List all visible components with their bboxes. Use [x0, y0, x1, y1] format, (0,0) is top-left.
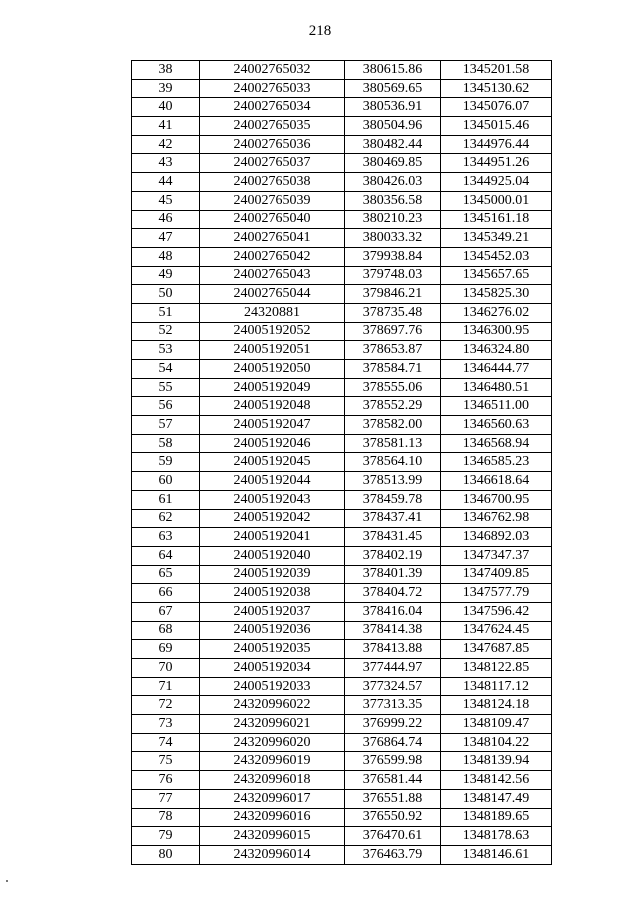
x-coordinate-cell: 376599.98	[345, 752, 441, 771]
point-number-cell: 50	[132, 285, 200, 304]
cadastral-id-cell: 24320996016	[200, 808, 345, 827]
y-coordinate-cell: 1346324.80	[441, 341, 552, 360]
x-coordinate-cell: 376551.88	[345, 789, 441, 808]
x-coordinate-cell: 380356.58	[345, 191, 441, 210]
x-coordinate-cell: 380426.03	[345, 173, 441, 192]
x-coordinate-cell: 378584.71	[345, 360, 441, 379]
y-coordinate-cell: 1345201.58	[441, 61, 552, 80]
x-coordinate-cell: 379846.21	[345, 285, 441, 304]
cadastral-id-cell: 24005192042	[200, 509, 345, 528]
y-coordinate-cell: 1345076.07	[441, 98, 552, 117]
point-number-cell: 77	[132, 789, 200, 808]
table-row	[132, 360, 552, 379]
y-coordinate-cell: 1345452.03	[441, 247, 552, 266]
x-coordinate-cell: 376470.61	[345, 827, 441, 846]
x-coordinate-cell: 380210.23	[345, 210, 441, 229]
table-row	[132, 434, 552, 453]
x-coordinate-cell: 376550.92	[345, 808, 441, 827]
x-coordinate-cell: 380482.44	[345, 135, 441, 154]
table-row	[132, 584, 552, 603]
cadastral-id-cell: 24005192048	[200, 397, 345, 416]
cadastral-id-cell: 24005192034	[200, 659, 345, 678]
cadastral-id-cell: 24002765038	[200, 173, 345, 192]
x-coordinate-cell: 378431.45	[345, 528, 441, 547]
point-number-cell: 39	[132, 79, 200, 98]
y-coordinate-cell: 1346560.63	[441, 416, 552, 435]
cadastral-id-cell: 24002765033	[200, 79, 345, 98]
table-row	[132, 771, 552, 790]
table-row	[132, 715, 552, 734]
y-coordinate-cell: 1346568.94	[441, 434, 552, 453]
cadastral-id-cell: 24320996020	[200, 733, 345, 752]
y-coordinate-cell: 1347687.85	[441, 640, 552, 659]
table-row	[132, 696, 552, 715]
page-number: 218	[308, 23, 332, 39]
cadastral-id-cell: 24002765035	[200, 117, 345, 136]
cadastral-id-cell: 24005192039	[200, 565, 345, 584]
y-coordinate-cell: 1346276.02	[441, 303, 552, 322]
table-row	[132, 546, 552, 565]
x-coordinate-cell: 380033.32	[345, 229, 441, 248]
point-number-cell: 65	[132, 565, 200, 584]
cadastral-id-cell: 24005192036	[200, 621, 345, 640]
table-row	[132, 509, 552, 528]
x-coordinate-cell: 378581.13	[345, 434, 441, 453]
y-coordinate-cell: 1347624.45	[441, 621, 552, 640]
y-coordinate-cell: 1346585.23	[441, 453, 552, 472]
cadastral-id-cell: 24005192041	[200, 528, 345, 547]
point-number-cell: 48	[132, 247, 200, 266]
y-coordinate-cell: 1348147.49	[441, 789, 552, 808]
cadastral-id-cell: 24005192037	[200, 602, 345, 621]
cadastral-id-cell: 24320996019	[200, 752, 345, 771]
point-number-cell: 68	[132, 621, 200, 640]
y-coordinate-cell: 1348142.56	[441, 771, 552, 790]
point-number-cell: 69	[132, 640, 200, 659]
point-number-cell: 44	[132, 173, 200, 192]
cadastral-id-cell: 24320881	[200, 303, 345, 322]
cadastral-id-cell: 24320996018	[200, 771, 345, 790]
table-row	[132, 827, 552, 846]
y-coordinate-cell: 1346511.00	[441, 397, 552, 416]
y-coordinate-cell: 1348104.22	[441, 733, 552, 752]
x-coordinate-cell: 380569.65	[345, 79, 441, 98]
point-number-cell: 42	[132, 135, 200, 154]
y-coordinate-cell: 1346700.95	[441, 490, 552, 509]
cadastral-id-cell: 24002765037	[200, 154, 345, 173]
x-coordinate-cell: 378555.06	[345, 378, 441, 397]
cadastral-id-cell: 24320996017	[200, 789, 345, 808]
y-coordinate-cell: 1345015.46	[441, 117, 552, 136]
point-number-cell: 64	[132, 546, 200, 565]
cadastral-id-cell: 24005192045	[200, 453, 345, 472]
x-coordinate-cell: 378401.39	[345, 565, 441, 584]
y-coordinate-cell: 1345349.21	[441, 229, 552, 248]
x-coordinate-cell: 379748.03	[345, 266, 441, 285]
point-number-cell: 49	[132, 266, 200, 285]
y-coordinate-cell: 1346892.03	[441, 528, 552, 547]
x-coordinate-cell: 380469.85	[345, 154, 441, 173]
table-row	[132, 98, 552, 117]
cadastral-id-cell: 24320996022	[200, 696, 345, 715]
table-row	[132, 266, 552, 285]
x-coordinate-cell: 376999.22	[345, 715, 441, 734]
table-row	[132, 247, 552, 266]
point-number-cell: 57	[132, 416, 200, 435]
y-coordinate-cell: 1348146.61	[441, 845, 552, 864]
y-coordinate-cell: 1347409.85	[441, 565, 552, 584]
table-row	[132, 229, 552, 248]
point-number-cell: 54	[132, 360, 200, 379]
x-coordinate-cell: 378413.88	[345, 640, 441, 659]
table-row	[132, 565, 552, 584]
x-coordinate-cell: 378459.78	[345, 490, 441, 509]
coordinates-table	[131, 60, 552, 865]
table-row	[132, 472, 552, 491]
x-coordinate-cell: 378552.29	[345, 397, 441, 416]
x-coordinate-cell: 378437.41	[345, 509, 441, 528]
cadastral-id-cell: 24002765034	[200, 98, 345, 117]
point-number-cell: 59	[132, 453, 200, 472]
point-number-cell: 73	[132, 715, 200, 734]
point-number-cell: 45	[132, 191, 200, 210]
table-row	[132, 210, 552, 229]
table-row	[132, 416, 552, 435]
cadastral-id-cell: 24005192043	[200, 490, 345, 509]
x-coordinate-cell: 379938.84	[345, 247, 441, 266]
coordinates-table-body	[132, 61, 552, 865]
y-coordinate-cell: 1344951.26	[441, 154, 552, 173]
cadastral-id-cell: 24005192049	[200, 378, 345, 397]
x-coordinate-cell: 378735.48	[345, 303, 441, 322]
point-number-cell: 79	[132, 827, 200, 846]
y-coordinate-cell: 1347596.42	[441, 602, 552, 621]
cadastral-id-cell: 24002765042	[200, 247, 345, 266]
point-number-cell: 71	[132, 677, 200, 696]
x-coordinate-cell: 378582.00	[345, 416, 441, 435]
table-row	[132, 341, 552, 360]
cadastral-id-cell: 24320996021	[200, 715, 345, 734]
point-number-cell: 76	[132, 771, 200, 790]
x-coordinate-cell: 377313.35	[345, 696, 441, 715]
x-coordinate-cell: 378564.10	[345, 453, 441, 472]
point-number-cell: 41	[132, 117, 200, 136]
y-coordinate-cell: 1348139.94	[441, 752, 552, 771]
table-row	[132, 79, 552, 98]
point-number-cell: 43	[132, 154, 200, 173]
y-coordinate-cell: 1348178.63	[441, 827, 552, 846]
y-coordinate-cell: 1347347.37	[441, 546, 552, 565]
table-row	[132, 117, 552, 136]
x-coordinate-cell: 377324.57	[345, 677, 441, 696]
cadastral-id-cell: 24002765032	[200, 61, 345, 80]
y-coordinate-cell: 1348189.65	[441, 808, 552, 827]
point-number-cell: 52	[132, 322, 200, 341]
table-row	[132, 135, 552, 154]
table-row	[132, 397, 552, 416]
y-coordinate-cell: 1345000.01	[441, 191, 552, 210]
table-row	[132, 173, 552, 192]
table-row	[132, 303, 552, 322]
table-row	[132, 733, 552, 752]
point-number-cell: 66	[132, 584, 200, 603]
table-row	[132, 61, 552, 80]
point-number-cell: 47	[132, 229, 200, 248]
y-coordinate-cell: 1345657.65	[441, 266, 552, 285]
cadastral-id-cell: 24005192052	[200, 322, 345, 341]
y-coordinate-cell: 1345825.30	[441, 285, 552, 304]
y-coordinate-cell: 1345161.18	[441, 210, 552, 229]
cadastral-id-cell: 24002765040	[200, 210, 345, 229]
y-coordinate-cell: 1348117.12	[441, 677, 552, 696]
table-row	[132, 640, 552, 659]
cadastral-id-cell: 24002765039	[200, 191, 345, 210]
x-coordinate-cell: 376864.74	[345, 733, 441, 752]
point-number-cell: 74	[132, 733, 200, 752]
table-row	[132, 154, 552, 173]
cadastral-id-cell: 24002765044	[200, 285, 345, 304]
scan-speck	[6, 880, 8, 882]
y-coordinate-cell: 1346300.95	[441, 322, 552, 341]
y-coordinate-cell: 1346618.64	[441, 472, 552, 491]
point-number-cell: 61	[132, 490, 200, 509]
x-coordinate-cell: 378402.19	[345, 546, 441, 565]
point-number-cell: 46	[132, 210, 200, 229]
y-coordinate-cell: 1347577.79	[441, 584, 552, 603]
y-coordinate-cell: 1346444.77	[441, 360, 552, 379]
point-number-cell: 38	[132, 61, 200, 80]
cadastral-id-cell: 24005192035	[200, 640, 345, 659]
table-row	[132, 490, 552, 509]
point-number-cell: 72	[132, 696, 200, 715]
x-coordinate-cell: 378416.04	[345, 602, 441, 621]
table-row	[132, 677, 552, 696]
point-number-cell: 55	[132, 378, 200, 397]
point-number-cell: 78	[132, 808, 200, 827]
table-row	[132, 378, 552, 397]
point-number-cell: 75	[132, 752, 200, 771]
x-coordinate-cell: 377444.97	[345, 659, 441, 678]
x-coordinate-cell: 378414.38	[345, 621, 441, 640]
table-row	[132, 808, 552, 827]
table-row	[132, 528, 552, 547]
x-coordinate-cell: 378697.76	[345, 322, 441, 341]
table-row	[132, 285, 552, 304]
cadastral-id-cell: 24005192047	[200, 416, 345, 435]
cadastral-id-cell: 24005192050	[200, 360, 345, 379]
cadastral-id-cell: 24005192044	[200, 472, 345, 491]
cadastral-id-cell: 24002765036	[200, 135, 345, 154]
x-coordinate-cell: 378404.72	[345, 584, 441, 603]
cadastral-id-cell: 24005192040	[200, 546, 345, 565]
point-number-cell: 56	[132, 397, 200, 416]
cadastral-id-cell: 24005192051	[200, 341, 345, 360]
y-coordinate-cell: 1346480.51	[441, 378, 552, 397]
table-row	[132, 659, 552, 678]
x-coordinate-cell: 378653.87	[345, 341, 441, 360]
table-row	[132, 453, 552, 472]
y-coordinate-cell: 1344925.04	[441, 173, 552, 192]
point-number-cell: 58	[132, 434, 200, 453]
y-coordinate-cell: 1348109.47	[441, 715, 552, 734]
table-row	[132, 845, 552, 864]
point-number-cell: 60	[132, 472, 200, 491]
table-row	[132, 752, 552, 771]
x-coordinate-cell: 380536.91	[345, 98, 441, 117]
x-coordinate-cell: 378513.99	[345, 472, 441, 491]
point-number-cell: 70	[132, 659, 200, 678]
cadastral-id-cell: 24002765043	[200, 266, 345, 285]
point-number-cell: 63	[132, 528, 200, 547]
cadastral-id-cell: 24002765041	[200, 229, 345, 248]
x-coordinate-cell: 380504.96	[345, 117, 441, 136]
table-row	[132, 789, 552, 808]
y-coordinate-cell: 1348122.85	[441, 659, 552, 678]
table-row	[132, 621, 552, 640]
table-row	[132, 322, 552, 341]
y-coordinate-cell: 1346762.98	[441, 509, 552, 528]
point-number-cell: 53	[132, 341, 200, 360]
point-number-cell: 80	[132, 845, 200, 864]
y-coordinate-cell: 1348124.18	[441, 696, 552, 715]
table-row	[132, 602, 552, 621]
point-number-cell: 67	[132, 602, 200, 621]
cadastral-id-cell: 24320996014	[200, 845, 345, 864]
cadastral-id-cell: 24005192046	[200, 434, 345, 453]
x-coordinate-cell: 376581.44	[345, 771, 441, 790]
y-coordinate-cell: 1345130.62	[441, 79, 552, 98]
cadastral-id-cell: 24320996015	[200, 827, 345, 846]
point-number-cell: 40	[132, 98, 200, 117]
point-number-cell: 62	[132, 509, 200, 528]
x-coordinate-cell: 376463.79	[345, 845, 441, 864]
table-row	[132, 191, 552, 210]
x-coordinate-cell: 380615.86	[345, 61, 441, 80]
point-number-cell: 51	[132, 303, 200, 322]
cadastral-id-cell: 24005192038	[200, 584, 345, 603]
cadastral-id-cell: 24005192033	[200, 677, 345, 696]
y-coordinate-cell: 1344976.44	[441, 135, 552, 154]
